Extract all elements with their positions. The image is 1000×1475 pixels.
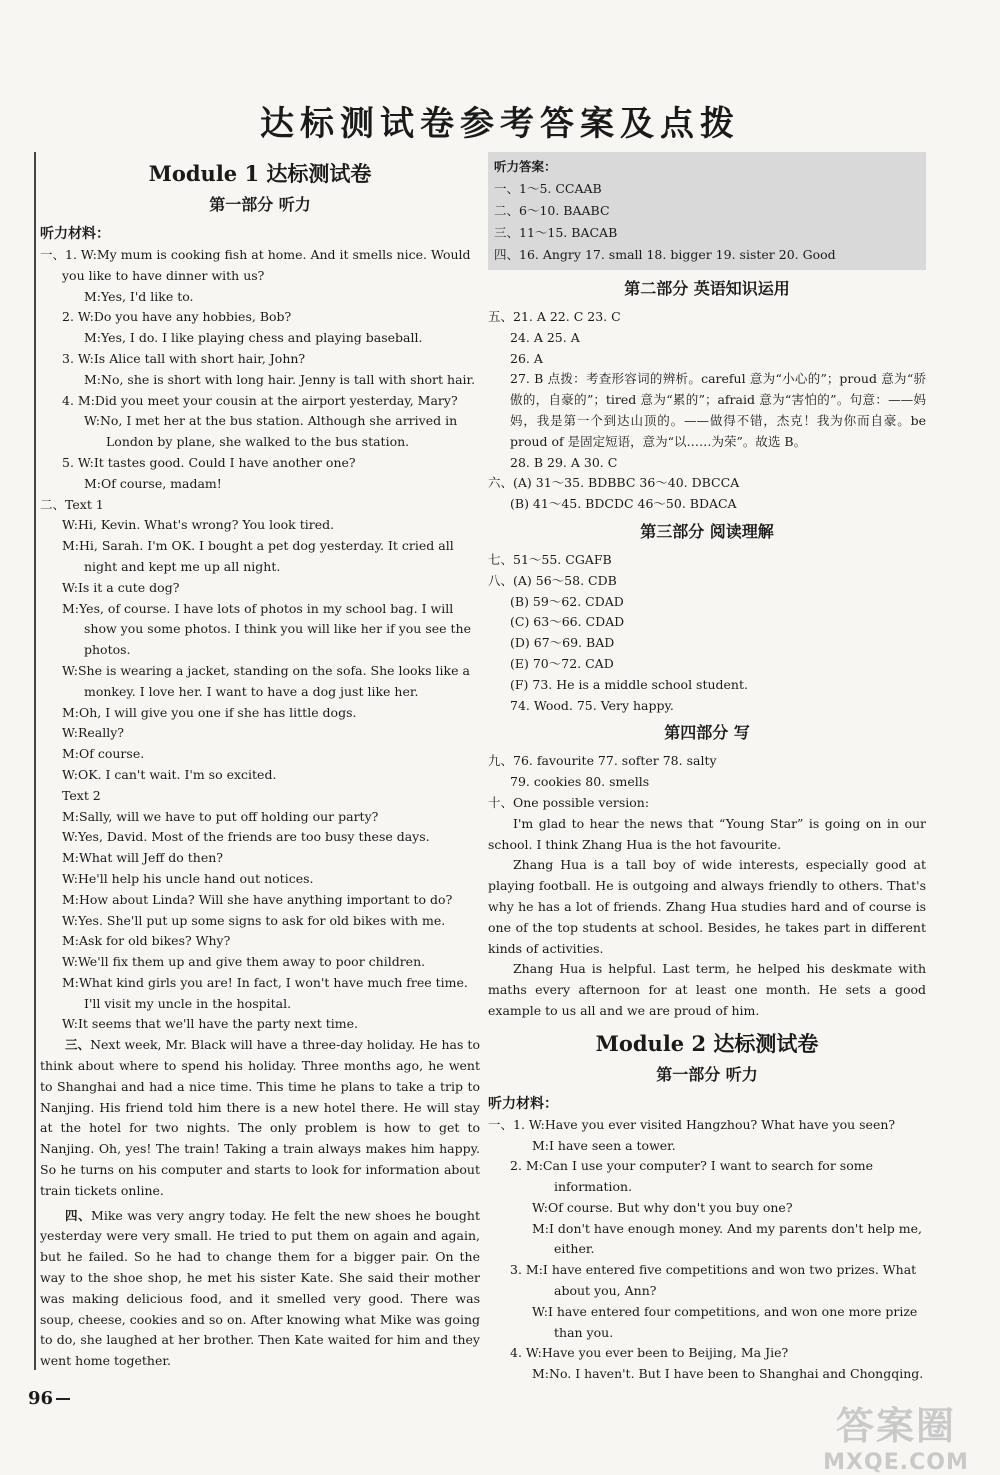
part-2-answers (488, 307, 926, 369)
answer-line: (B) 41～45. BDCDC 46～50. BDACA (510, 496, 737, 512)
answer-note-27: 27. B 点拨：考查形容词的辨析。careful 意为“小心的”；proud 意为“骄傲的，自豪的”；tired 意为“累的”；afraid 意为“害怕的”。句意：——妈妈，我是第一个到达山顶的。——做得不错，杰克！我为你而自豪。be proud of 是固定短语，意为“以……为荣”。故选 B。 (510, 371, 926, 449)
script-line: M:What will Jeff do then? (62, 850, 224, 866)
script-line: London by plane, she walked to the bus station. (106, 434, 410, 450)
essay-paragraph: I'm glad to hear the news that “Young Star” is going on in our school. I think Zhang Hua is the hot favourite. (488, 815, 926, 852)
script-line: W:Is it a cute dog? (62, 579, 180, 595)
script-line: 4. W:Have you ever been to Beijing, Ma Jie? (510, 1345, 789, 1361)
listening-script (40, 245, 480, 1035)
right-column (488, 152, 926, 1385)
part-2-title: 第二部分 英语知识运用 (624, 279, 790, 298)
script-line: M:No. I haven't. But I have been to Shanghai and Chongqing. (532, 1366, 924, 1382)
page-title: 达标测试卷参考答案及点拨 (260, 104, 740, 144)
script-line: W:Yes, David. Most of the friends are too busy these days. (62, 829, 430, 845)
script-line: W:Really? (62, 725, 124, 741)
module-2-title: Module 2 达标测试卷 (595, 1030, 819, 1056)
answer-line: 六、(A) 31～35. BDBBC 36～40. DBCCA (488, 475, 740, 491)
answer-line: 28. B 29. A 30. C (510, 454, 618, 470)
script-line: M:Yes, of course. I have lots of photos in my school bag. I will (62, 600, 454, 616)
part-2-answers-tail (488, 453, 926, 515)
script-line: Text 2 (62, 787, 101, 803)
watermark (806, 1395, 986, 1475)
script-line: M:Yes, I do. I like playing chess and playing baseball. (84, 330, 423, 346)
script-line: 5. W:It tastes good. Could I have another one? (62, 454, 356, 470)
part-1-title: 第一部分 听力 (209, 195, 311, 214)
script-line: W:He'll help his uncle hand out notices. (62, 870, 314, 886)
script-line: about you, Ann? (554, 1283, 657, 1299)
script-line: 2. M:Can I use your computer? I want to search for some (510, 1158, 873, 1174)
answer-line: 八、(A) 56～58. CDB (488, 572, 617, 588)
script-line: photos. (84, 642, 131, 658)
script-line: M:Ask for old bikes? Why? (62, 933, 231, 949)
answer-line: 一、1～5. CCAAB (494, 181, 602, 196)
answer-line: 79. cookies 80. smells (510, 774, 650, 790)
watermark-url: MXQE.COM (823, 1450, 969, 1475)
script-line: monkey. I love her. I want to have a dog just like her. (84, 683, 419, 699)
script-line: W:She is wearing a jacket, standing on the sofa. She looks like a (62, 662, 470, 678)
answer-line: 四、16. Angry 17. small 18. bigger 19. sister 20. Good (494, 247, 836, 262)
script-line: M:Yes, I'd like to. (84, 288, 194, 304)
script-line: I'll visit my uncle in the hospital. (84, 995, 292, 1011)
answers-header: 听力答案： (494, 159, 557, 174)
passage-4: 四、Mike was very angry today. He felt the new shoes he bought yesterday were very small. He tried to put them on again and again, but he failed. So he had to change them for a bigger pair. On the way to the shoe shop, he met his sister Kate. She said their mother was making delicious food, and it smelled very good. There was soup, cheese, cookies and so on. After knowing what Mike was going to do, she laughed at her brother. Then Kate waited for him and they went home together. (40, 1207, 480, 1369)
script-line: W:It seems that we'll have the party next time. (62, 1016, 358, 1032)
script-line: 一、1. W:Have you ever visited Hangzhou? What have you seen? (488, 1116, 896, 1132)
listening-header: 听力材料： (40, 226, 110, 242)
script-line: M:Hi, Sarah. I'm OK. I bought a pet dog yesterday. It cried all (62, 538, 454, 554)
module-2-listening-header: 听力材料： (488, 1095, 558, 1112)
answer-line: 七、51～55. CGAFB (488, 551, 612, 567)
script-line: W:We'll fix them up and give them away to poor children. (62, 954, 426, 970)
answer-line: 十、One possible version: (488, 794, 650, 810)
module-2-part-1-title: 第一部分 听力 (656, 1064, 758, 1084)
part-3-title: 第三部分 阅读理解 (640, 521, 774, 541)
answer-line: 九、76. favourite 77. softer 78. salty (488, 753, 717, 769)
essay-paragraph: Zhang Hua is helpful. Last term, he helped his deskmate with maths every afternoon for at least one month. He sets a good example to us all and we are proud of him. (488, 961, 926, 1018)
answer-line: (C) 63～66. CDAD (510, 614, 625, 630)
answer-line: 三、11～15. BACAB (494, 225, 618, 240)
answer-line: 24. A 25. A (510, 329, 580, 345)
script-line: show you some photos. I think you will like her if you see the (84, 621, 471, 637)
passage-3: 三、Next week, Mr. Black will have a three-day holiday. He has to think about where to spend his holiday. Three months ago, he went to Shanghai and had a nice time. This time he plans to take a trip to Nanjing. His friend told him there is a new hotel there. He will stay at the hotel for two nights. The only problem is how to get to Nanjing. Oh, yes! The train! Taking a train always makes him happy. So he turns on his computer and starts to look for information about train tickets online. (40, 1037, 480, 1198)
answer-line: 五、21. A 22. C 23. C (488, 309, 621, 324)
answer-line: (F) 73. He is a middle school student. (510, 676, 748, 692)
part-4-title: 第四部分 写 (664, 723, 750, 743)
answer-line: (D) 67～69. BAD (510, 635, 615, 651)
script-line: 2. W:Do you have any hobbies, Bob? (62, 309, 292, 325)
listening-answers-box (488, 152, 926, 270)
watermark-logo: 答案圈 (835, 1404, 956, 1448)
part-4-answers (488, 751, 926, 813)
left-column (40, 152, 480, 1372)
page-number: 96 (28, 1388, 54, 1409)
script-line: M:Of course, madam! (84, 475, 222, 491)
answer-line: (B) 59～62. CDAD (510, 593, 624, 609)
script-line: either. (554, 1241, 595, 1257)
part-3-answers (488, 550, 926, 716)
answer-line: (E) 70～72. CAD (510, 655, 614, 671)
script-line: 一、1. W:My mum is cooking fish at home. And it smells nice. Would (40, 247, 471, 262)
script-line: M:Of course. (62, 746, 145, 762)
script-line: M:No, she is short with long hair. Jenny is tall with short hair. (84, 371, 476, 387)
script-line: W:Yes. She'll put up some signs to ask for old bikes with me. (62, 912, 446, 928)
script-line: M:What kind girls you are! In fact, I won't have much free time. (62, 974, 468, 990)
script-line: W:I have entered four competitions, and won one more prize (532, 1303, 918, 1319)
left-margin-line (34, 152, 36, 1370)
script-line: W:Of course. But why don't you buy one? (532, 1199, 793, 1215)
script-line: 4. M:Did you meet your cousin at the airport yesterday, Mary? (62, 392, 458, 408)
answer-line: 二、6～10. BAABC (494, 203, 610, 218)
script-line: W:OK. I can't wait. I'm so excited. (62, 766, 277, 782)
answer-line: 74. Wood. 75. Very happy. (510, 697, 674, 713)
script-line: 3. W:Is Alice tall with short hair, John? (62, 350, 306, 366)
script-line: 3. M:I have entered five competitions and won two prizes. What (510, 1262, 917, 1278)
page-number-dash (56, 1398, 70, 1400)
module-1-title: Module 1 达标测试卷 (148, 161, 372, 186)
script-line: W:No, I met her at the bus station. Although she arrived in (84, 413, 458, 429)
script-line: M:Sally, will we have to put off holding our party? (62, 808, 379, 824)
essay-paragraph: Zhang Hua is a tall boy of wide interests, especially good at playing football. He is outgoing and always friendly to others. That's why he has a lot of friends. Zhang Hua studies hard and of course is one of the top students at school. Besides, he takes part in different kinds of activities. (488, 857, 926, 956)
script-line: you like to have dinner with us? (62, 267, 265, 283)
script-line: M:I have seen a tower. (532, 1137, 676, 1153)
module-2-listening-script (488, 1115, 926, 1385)
answer-line: 26. A (510, 350, 543, 366)
script-line: night and kept me up all night. (84, 558, 281, 574)
script-line: information. (554, 1179, 633, 1195)
script-line: M:How about Linda? Will she have anything important to do? (62, 891, 453, 907)
script-line: M:Oh, I will give you one if she has little dogs. (62, 704, 357, 720)
script-line: 二、Text 1 (40, 496, 104, 512)
script-line: W:Hi, Kevin. What's wrong? You look tired. (62, 517, 335, 533)
script-line: M:I don't have enough money. And my parents don't help me, (532, 1220, 922, 1236)
script-line: than you. (554, 1324, 614, 1340)
